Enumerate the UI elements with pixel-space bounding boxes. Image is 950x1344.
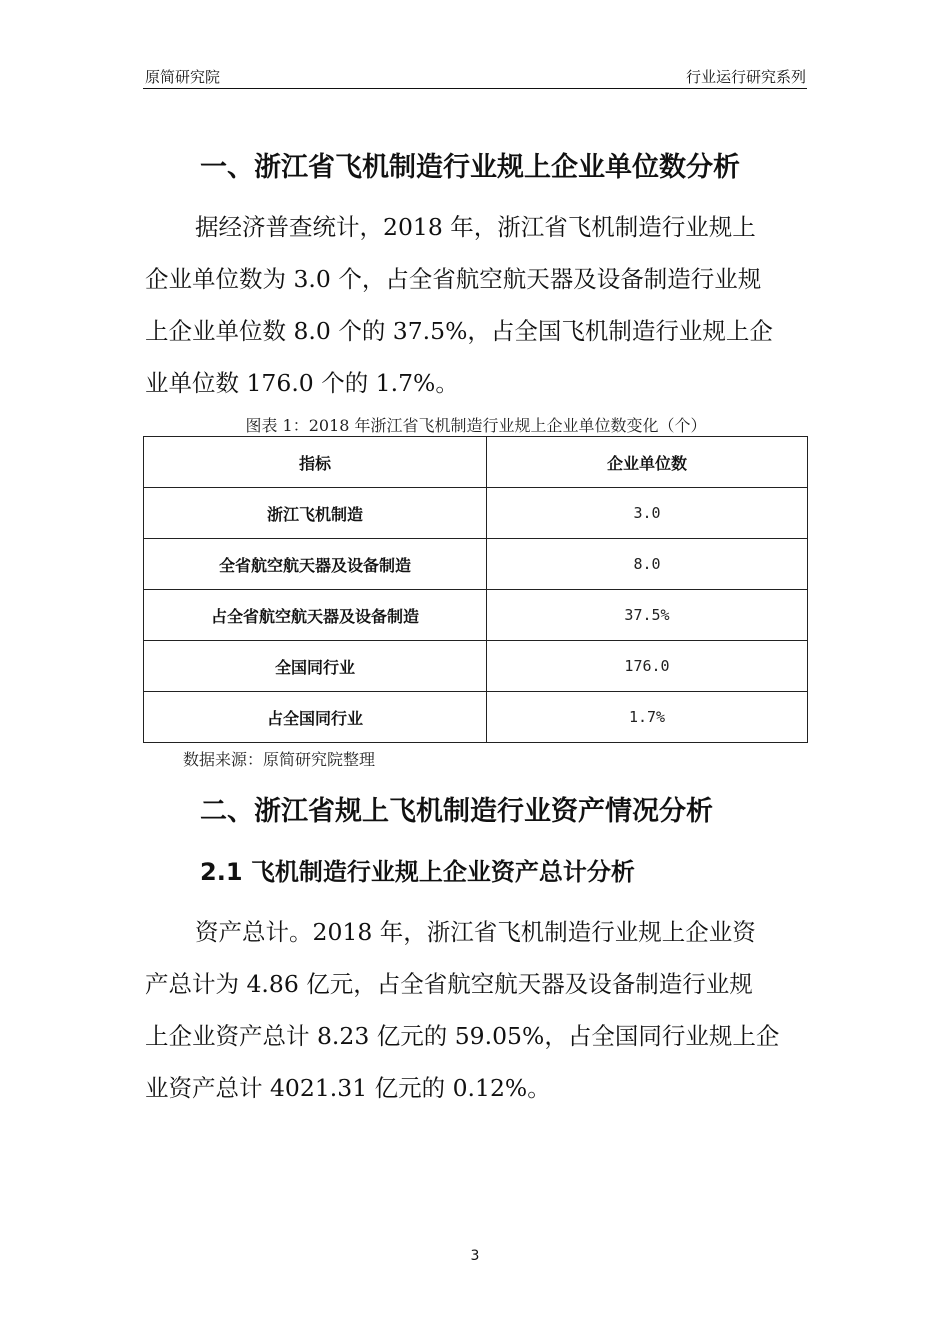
header-divider <box>143 88 807 89</box>
column-header-count: 企业单位数 <box>487 437 808 488</box>
section2-heading: 二、浙江省规上飞机制造行业资产情况分析 <box>200 796 713 827</box>
paragraph-line: 业单位数 176.0 个的 1.7%。 <box>145 369 459 397</box>
row-value: 3.0 <box>487 488 808 539</box>
paragraph-line: 上企业单位数 8.0 个的 37.5%，占全国飞机制造行业规上企 <box>145 317 773 345</box>
table-row <box>144 590 808 641</box>
paragraph-line: 资产总计。2018 年，浙江省飞机制造行业规上企业资 <box>195 918 756 946</box>
subsection-heading: 2.1 飞机制造行业规上企业资产总计分析 <box>200 858 635 886</box>
section1-paragraph <box>145 201 809 409</box>
row-label: 全省航空航天器及设备制造 <box>144 539 487 590</box>
header-right-title: 行业运行研究系列 <box>685 68 806 86</box>
table-row <box>144 641 808 692</box>
row-value: 8.0 <box>487 539 808 590</box>
row-label: 占全省航空航天器及设备制造 <box>144 590 487 641</box>
row-label: 全国同行业 <box>144 641 487 692</box>
table-row <box>144 692 808 743</box>
row-value: 1.7% <box>487 692 808 743</box>
table-header-row <box>144 437 808 488</box>
paragraph-line: 企业单位数为 3.0 个，占全省航空航天器及设备制造行业规 <box>145 265 762 293</box>
table-caption: 图表 1：2018 年浙江省飞机制造行业规上企业单位数变化（个） <box>245 416 707 435</box>
row-label: 浙江飞机制造 <box>144 488 487 539</box>
section2-paragraph <box>145 906 809 1114</box>
row-value: 37.5% <box>487 590 808 641</box>
table-row <box>144 488 808 539</box>
enterprise-count-table <box>143 436 808 743</box>
paragraph-line: 上企业资产总计 8.23 亿元的 59.05%，占全国同行业规上企 <box>145 1022 780 1050</box>
row-label: 占全国同行业 <box>144 692 487 743</box>
table-row <box>144 539 808 590</box>
column-header-indicator: 指标 <box>144 437 487 488</box>
page-number: 3 <box>470 1248 480 1264</box>
row-value: 176.0 <box>487 641 808 692</box>
paragraph-line: 据经济普查统计，2018 年，浙江省飞机制造行业规上 <box>195 213 756 241</box>
table-source-note: 数据来源：原简研究院整理 <box>183 750 376 769</box>
paragraph-line: 产总计为 4.86 亿元，占全省航空航天器及设备制造行业规 <box>145 970 753 998</box>
paragraph-line: 业资产总计 4021.31 亿元的 0.12%。 <box>145 1074 551 1102</box>
section1-heading: 一、浙江省飞机制造行业规上企业单位数分析 <box>200 152 740 183</box>
header-left-title: 原简研究院 <box>145 68 221 86</box>
